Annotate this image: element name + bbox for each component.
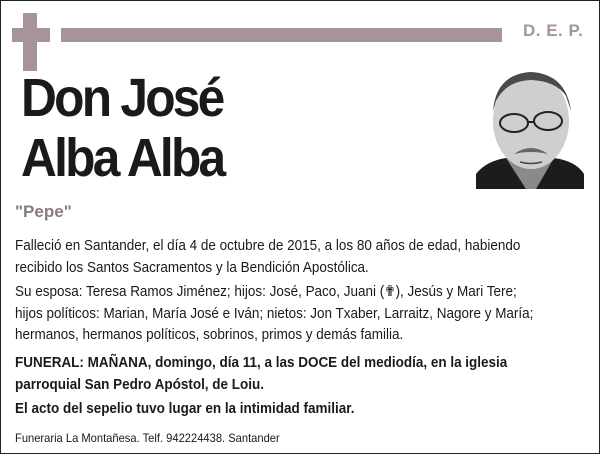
- name-line-2: Alba Alba: [21, 128, 224, 188]
- name-line-1: Don José: [21, 68, 223, 128]
- portrait-photo: [476, 66, 584, 189]
- header-rule: [61, 28, 502, 42]
- nickname: "Pepe": [15, 202, 72, 221]
- death-announcement: Falleció en Santander, el día 4 de octubre de 2015, a los 80 años de edad, habiendo recibido los Santos Sacramentos y la Bendición Apostólica.: [15, 238, 521, 276]
- dep-label: D. E. P.: [523, 21, 584, 40]
- family-list: Su esposa: Teresa Ramos Jiménez; hijos: José, Paco, Juani (✟), Jesús y Mari Tere; hijos políticos: Marian, María José e Iván; nietos: Jon Txaber, Larraitz, Nagore y María; hermanos, hermanos políticos, sobrinos, primos y demás familia.: [15, 284, 534, 343]
- burial-note: El acto del sepelio tuvo lugar en la intimidad familiar.: [15, 401, 355, 417]
- funeral-home-footer: Funeraria La Montañesa. Telf. 942224438. Santander: [15, 431, 280, 445]
- funeral-details: FUNERAL: MAÑANA, domingo, día 11, a las DOCE del mediodía, en la iglesia parroquial San Pedro Apóstol, de Loiu.: [15, 355, 508, 393]
